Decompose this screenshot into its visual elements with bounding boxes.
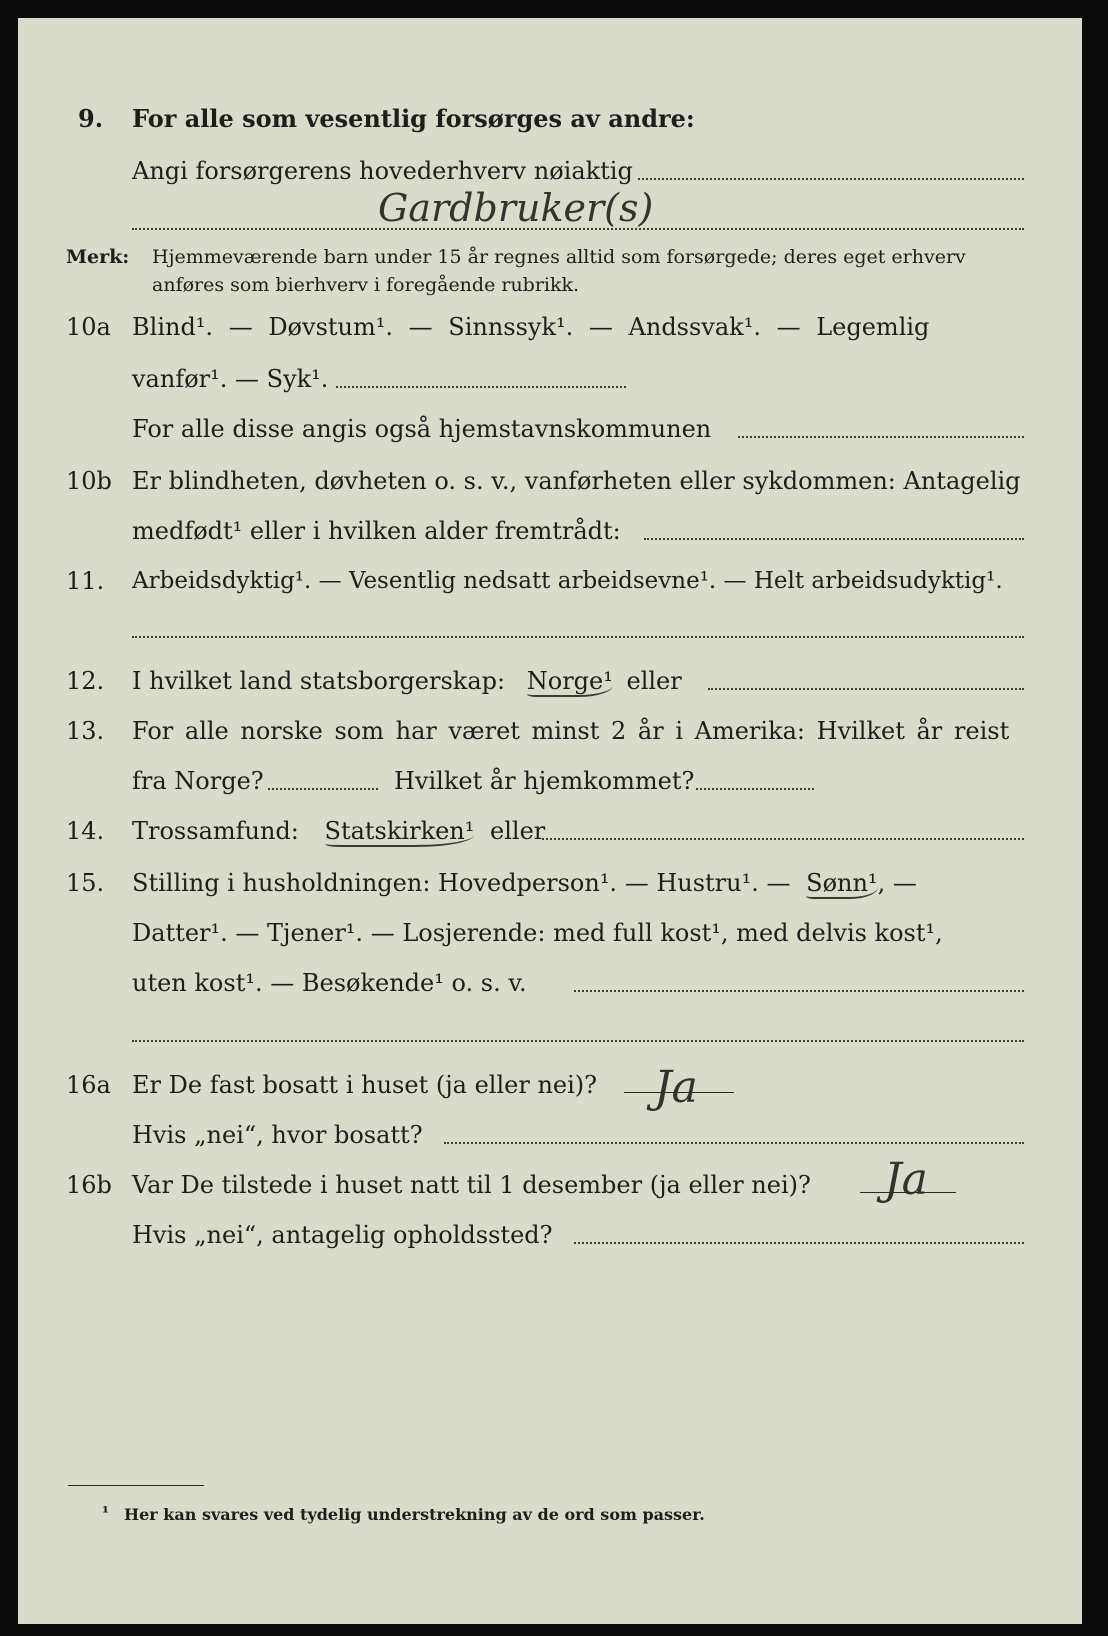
- q15-line-1-post: , —: [877, 869, 917, 897]
- q11-number: 11.: [66, 567, 105, 595]
- q9-prompt: Angi forsørgerens hovederhverv nøiaktig: [132, 157, 633, 185]
- census-form-page: [18, 18, 1082, 1624]
- q10b-fill-line[interactable]: [644, 536, 1024, 540]
- q14-option-statskirken[interactable]: Statskirken¹: [324, 817, 475, 845]
- footnote-text: Her kan svares ved tydelig understrekning av de ord som passer.: [124, 1505, 705, 1524]
- q10a-fill-line-1[interactable]: [336, 384, 626, 388]
- q16b-line-2: Hvis „nei“, antagelig opholdssted?: [132, 1221, 553, 1249]
- q15-line-1: [132, 868, 917, 898]
- q10b-line-2: medfødt¹ eller i hvilken alder fremtrådt:: [132, 517, 621, 545]
- q10a-line-3: For alle disse angis også hjemstavnskommunen: [132, 415, 712, 443]
- q15-line-1-pre: Stilling i husholdningen: Hovedperson¹. — Hustru¹. —: [132, 869, 791, 897]
- q15-line-2: Datter¹. — Tjener¹. — Losjerende: med full kost¹, med delvis kost¹,: [132, 919, 943, 947]
- q14-eller: eller: [490, 817, 546, 845]
- q16b-answer-line[interactable]: [860, 1192, 956, 1193]
- q16a-line-1: Er De fast bosatt i huset (ja eller nei)?: [132, 1071, 598, 1099]
- q16b-number: 16b: [66, 1171, 112, 1199]
- q13-line-1: For alle norske som har været minst 2 år i Amerika: Hvilket år reist: [132, 717, 1010, 745]
- merk-line-1: Hjemmeværende barn under 15 år regnes alltid som forsørgede; deres eget erhverv: [152, 246, 966, 268]
- q15-fill-line-1[interactable]: [574, 988, 1024, 992]
- q9-fill-line-2[interactable]: [132, 226, 1024, 230]
- q10a-line-1: Blind¹. — Døvstum¹. — Sinnssyk¹. — Andssvak¹. — Legemlig: [132, 313, 930, 341]
- q16b-handwritten-answer: Ja: [884, 1154, 928, 1205]
- footnote-mark: ¹: [102, 1503, 110, 1522]
- merk-line-2: anføres som bierhverv i foregående rubrikk.: [152, 274, 580, 296]
- q9-handwritten-answer: Gardbruker(s): [378, 186, 654, 230]
- q14-fill-line[interactable]: [542, 836, 1024, 840]
- q16a-number: 16a: [66, 1071, 111, 1099]
- q11-fill-line[interactable]: [132, 634, 1024, 638]
- q9-title: For alle som vesentlig forsørges av andre:: [132, 104, 695, 133]
- q16b-fill-line[interactable]: [574, 1240, 1024, 1244]
- q16a-line-2: Hvis „nei“, hvor bosatt?: [132, 1121, 423, 1149]
- q12-number: 12.: [66, 667, 105, 695]
- q13-number: 13.: [66, 717, 105, 745]
- q14-number: 14.: [66, 817, 105, 845]
- q10b-line-1: Er blindheten, døvheten o. s. v., vanførheten eller sykdommen: Antagelig: [132, 467, 1021, 495]
- q12-line: [132, 666, 682, 696]
- q10a-number: 10a: [66, 313, 111, 341]
- q12-eller: eller: [626, 667, 682, 695]
- footnote-rule: [68, 1485, 204, 1486]
- q12-prompt: I hvilket land statsborgerskap:: [132, 667, 506, 695]
- q15-option-sonn[interactable]: Sønn¹: [806, 869, 878, 897]
- merk-label: Merk:: [66, 246, 130, 268]
- q12-option-norge[interactable]: Norge¹: [526, 667, 613, 695]
- q10b-number: 10b: [66, 467, 112, 495]
- q13-line-2b: Hvilket år hjemkommet?: [394, 767, 695, 795]
- q11-line-1: Arbeidsdyktig¹. — Vesentlig nedsatt arbeidsevne¹. — Helt arbeidsudyktig¹.: [132, 568, 1003, 594]
- q16a-handwritten-answer: Ja: [654, 1062, 698, 1113]
- q14-prompt: Trossamfund:: [132, 817, 299, 845]
- q15-fill-line-2[interactable]: [132, 1038, 1024, 1042]
- q16a-answer-line[interactable]: [624, 1092, 734, 1093]
- q15-line-3: uten kost¹. — Besøkende¹ o. s. v.: [132, 969, 527, 997]
- q9-fill-line-1[interactable]: [638, 176, 1024, 180]
- q13-fill-hjemkommet[interactable]: [696, 786, 814, 790]
- q16a-fill-line[interactable]: [444, 1140, 1024, 1144]
- q10a-line-2: vanfør¹. — Syk¹.: [132, 365, 329, 393]
- q12-fill-line[interactable]: [708, 686, 1024, 690]
- q16b-line-1: Var De tilstede i huset natt til 1 desember (ja eller nei)?: [132, 1171, 811, 1199]
- q14-line: [132, 816, 545, 846]
- q13-line-2a: fra Norge?: [132, 767, 264, 795]
- q13-fill-reist[interactable]: [268, 786, 378, 790]
- q10a-fill-line-2[interactable]: [738, 434, 1024, 438]
- q15-number: 15.: [66, 869, 105, 897]
- q9-number: 9.: [78, 104, 104, 133]
